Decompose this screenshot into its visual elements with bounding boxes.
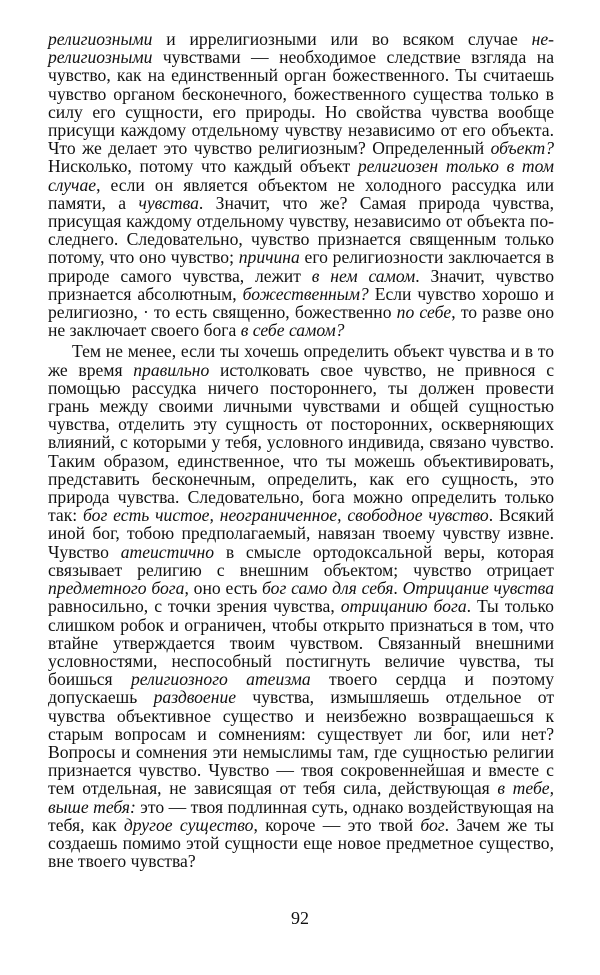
italic-text-segment: бог есть чистое, неограниченное, свободное чувство — [83, 505, 489, 526]
text-segment: это — твоя подлинная суть, однако воздействующая на тебя, как — [48, 796, 554, 835]
text-segment: чувствами — необходимое следствие взгляда на чувство, как на единственный орган божественного. Ты считаешь чувство органом бесконечного, божественного существа только в силу его сущности, его природы. Но свойства чувства вообще присущи каждому отдельному чувству независимо от его объекта. Что же делает это чувство религиозным? Определенный — [48, 47, 554, 159]
text-segment: его религиозности заключается в природе самого чувства, лежит — [48, 247, 555, 286]
text-segment: . Зачем же ты создаешь помимо этой сущности еще новое предметное существо, вне твоего чувства? — [48, 814, 555, 872]
italic-text-segment: религиозными — [48, 29, 153, 49]
body-text — [48, 30, 554, 870]
italic-text-segment: другое существо — [123, 814, 254, 835]
paragraph-1 — [48, 30, 554, 339]
italic-text-segment: религиозен только в том случае — [48, 156, 554, 195]
text-segment: . Ты только слишком робок и ограничен, чтобы открыто признаться в том, что втайне утверждается твоим чувством. Связанный внешними условностями, неспособный постигнуть величие чувства, ты боишься — [48, 596, 554, 690]
italic-text-segment: божественным? — [242, 283, 369, 304]
italic-text-segment: религиозного атеизма — [130, 669, 311, 690]
text-segment: . Значит, что же? Самая природа чувства, присущая каждому отдельному чувству, независимо от объекта последнего. Следовательно, чувство признается священным только потому, что оно чувство; — [48, 192, 555, 268]
text-segment: истолковать свое чувство, не привнося с помощью рассудка ничего постороннего, ты должен провести грань между своими личными чувствами и общей сущностью чувства, отделить эту сущность от посторонних, оскверняющих влияний, с которыми у тебя, условного индивида, связано чувство. Таким образом, единственное, что ты можешь объективировать, представить бесконечным, определить, как его сущность, это природа чувства. Следовательно, бога можно определить только так: — [48, 359, 555, 526]
text-segment: . Значит, чувство признается абсолютным, — [48, 265, 555, 304]
italic-text-segment: предметного бога — [48, 578, 185, 599]
italic-text-segment: атеистично — [120, 541, 215, 562]
italic-text-segment: Отрицание чувства — [402, 578, 554, 599]
italic-text-segment: правильно — [133, 359, 210, 380]
text-segment: Тем не менее, если ты хочешь определить объект чувства и в то же время — [48, 341, 554, 380]
italic-text-segment: нерелигиозными — [48, 29, 554, 68]
italic-text-segment: в тебе, выше тебя: — [48, 778, 554, 817]
text-segment: , если он является объектом не холодного рассудка или памяти, а — [48, 174, 554, 213]
italic-text-segment: отрицанию бога — [340, 596, 467, 617]
page-number: 92 — [291, 908, 309, 928]
text-segment: в смысле ортодоксальной веры, которая связывает религию с внешним объектом; чувство отрицает — [48, 541, 554, 580]
paragraph-2 — [48, 342, 554, 870]
italic-text-segment: раздвоение — [153, 687, 237, 708]
text-segment: и иррелигиозными или во всяком случае — [152, 29, 532, 49]
text-segment: . — [393, 578, 403, 599]
text-segment: Нисколько, потому что каждый объект — [48, 156, 358, 177]
italic-text-segment: бог — [420, 814, 445, 835]
italic-text-segment: причина — [238, 247, 300, 268]
italic-text-segment: в нем самом — [311, 265, 416, 286]
italic-text-segment: объект? — [490, 138, 554, 159]
italic-text-segment: бог само для себя — [262, 578, 394, 599]
text-segment: , короче — это твой — [253, 814, 421, 835]
text-segment: , оно есть — [184, 578, 263, 599]
text-segment: твоего сердца и поэтому допускаешь — [48, 669, 554, 708]
text-segment: . Всякий иной бог, тобою предполагаемый, навязан твоему чувству извне. Чувство — [48, 505, 555, 562]
text-segment: Если чувство хорошо и религиозно, · то есть священно, божественно — [48, 283, 555, 323]
italic-text-segment: в себе самом? — [240, 320, 345, 341]
italic-text-segment: по себе — [396, 302, 452, 323]
text-segment: , то разве оно не заключает своего бога — [48, 302, 554, 341]
italic-text-segment: чувства — [138, 192, 199, 213]
text-segment: равносильно, с точки зрения чувства, — [48, 596, 341, 617]
text-segment: чувства, измышляешь отдельное от чувства объективное существо и неизбежно возвращаешься к старым вопросам и сомнениям: существует ли бог, или нет? Вопросы и сомнения эти немыслимы там, где сущностью религии признается чувство. Чувство — твоя сокровеннейшая и вместе с тем отдельная, не зависящая от тебя сила, действующая — [48, 687, 555, 799]
